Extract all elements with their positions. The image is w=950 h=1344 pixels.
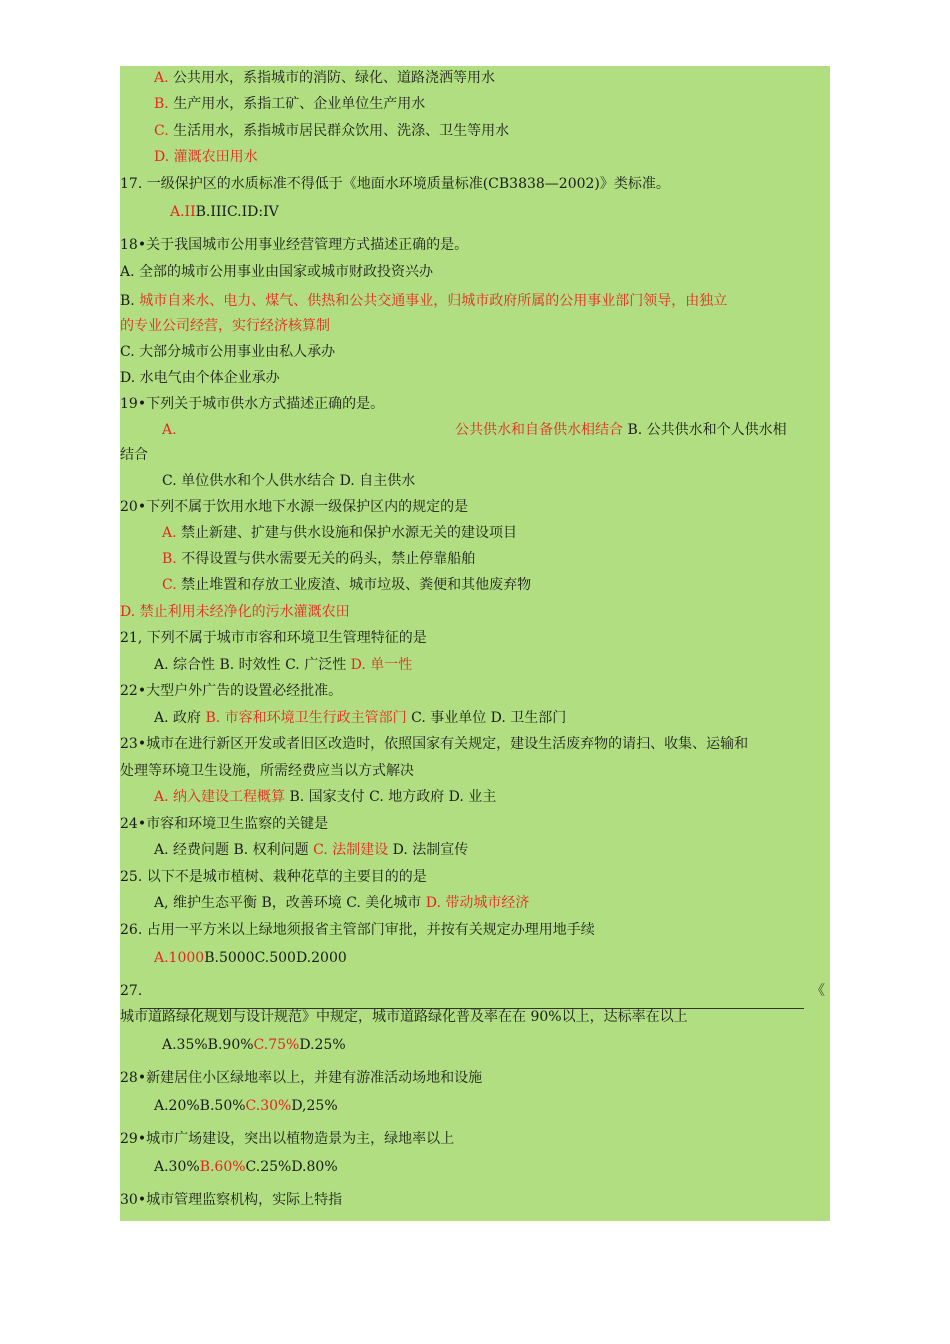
text-line	[120, 368, 280, 388]
text-line	[120, 1068, 482, 1088]
question-text: 30•城市管理监察机构，实际上特指	[120, 1192, 343, 1208]
question-text: 28•新建居住小区绿地率以上，并建有游准活动场地和设施	[120, 1070, 483, 1086]
question-text: B. 国家支付 C. 地方政府 D. 业主	[285, 789, 497, 805]
text-line	[154, 655, 412, 675]
question-text: B. 公共供水和个人供水相	[623, 422, 787, 438]
question-text: 26. 占用一平方米以上绿地须报省主管部门审批，并按有关规定办理用地手续	[120, 922, 595, 938]
text-line	[154, 948, 347, 968]
text-line	[162, 471, 415, 491]
answer-text: A.II	[170, 204, 196, 220]
text-line	[170, 202, 279, 222]
answer-text: B.60%	[199, 1159, 246, 1175]
question-text: 禁止堆置和存放工业废渣、城市垃圾、粪便和其他废弃物	[176, 577, 532, 593]
text-line	[154, 893, 529, 913]
text-line	[154, 147, 258, 167]
answer-text: A.	[154, 70, 169, 86]
text-line	[120, 445, 148, 465]
question-text: 《	[811, 983, 825, 999]
text-line	[120, 761, 414, 781]
question-text: 城市道路绿化规划与设计规范》中规定，城市道路绿化普及率在在 90%以上，达标率在以上	[120, 1009, 688, 1025]
text-line	[120, 394, 384, 414]
question-text: 公共用水，系指城市的消防、绿化、道路浇洒等用水	[168, 70, 496, 86]
answer-text: A.	[162, 422, 177, 438]
text-line	[162, 523, 517, 543]
question-text: 25. 以下不是城市植树、栽种花草的主要目的的是	[120, 869, 427, 885]
text-line	[120, 602, 350, 622]
text-line	[154, 1157, 338, 1177]
question-text: 处理等环境卫生设施，所需经费应当以方式解决	[120, 763, 414, 779]
question-text: A. 综合性 B. 时效性 C. 广泛性	[154, 657, 351, 673]
question-text: 19•下列关于城市供水方式描述正确的是。	[120, 396, 385, 412]
question-text: A.35%B.90%	[162, 1037, 254, 1053]
question-text: 17. 一级保护区的水质标准不得低于《地面水环境质量标准(CB3838—2002)》类标准。	[120, 176, 670, 192]
answer-text: A.	[162, 525, 177, 541]
question-text: C. 单位供水和个人供水结合 D. 自主供水	[162, 473, 416, 489]
question-text: 结合	[120, 447, 148, 463]
answer-text: D.	[154, 149, 170, 165]
question-text: A, 维护生态平衡 B，改善环境 C. 美化城市	[154, 895, 426, 911]
text-line	[154, 1096, 338, 1116]
text-line	[162, 1035, 346, 1055]
answer-text: C.30%	[245, 1098, 292, 1114]
text-line	[162, 420, 177, 440]
question-text: 24•市容和环境卫生监察的关键是	[120, 816, 329, 832]
question-text: C. 大部分城市公用事业由私人承办	[120, 344, 336, 360]
text-line	[455, 420, 787, 440]
answer-text: B.	[162, 551, 177, 567]
text-line	[154, 68, 495, 88]
text-line	[120, 814, 328, 834]
text-line	[120, 1007, 688, 1027]
text-line	[154, 121, 509, 141]
question-text: A.20%B.50%	[154, 1098, 246, 1114]
question-text: A.30%	[154, 1159, 200, 1175]
text-line	[120, 734, 748, 754]
answer-text: A. 纳入建设工程概算	[154, 789, 286, 805]
text-line	[811, 981, 825, 1001]
question-text: D,25%	[291, 1098, 338, 1114]
question-text: 21, 下列不属于城市市容和环境卫生管理特征的是	[120, 630, 427, 646]
text-line	[120, 681, 342, 701]
question-text: 生活用水，系指城市居民群众饮用、洗涤、卫生等用水	[168, 123, 510, 139]
answer-text: A.1000	[154, 950, 205, 966]
answer-text: 公共供水和自备供水相结合	[455, 422, 623, 438]
text-line	[120, 291, 727, 311]
question-text: A. 政府	[154, 710, 206, 726]
question-text: A. 全部的城市公用事业由国家或城市财政投资兴办	[120, 264, 434, 280]
question-text: B.	[120, 293, 140, 309]
question-text: 22•大型户外广告的设置必经批准。	[120, 683, 343, 699]
text-line	[120, 174, 670, 194]
text-line	[162, 575, 531, 595]
text-line	[120, 342, 335, 362]
text-line	[120, 867, 427, 887]
answer-text: 灌溉农田用水	[169, 149, 258, 165]
text-line	[120, 497, 468, 517]
answer-text: D. 单一性	[350, 657, 413, 673]
text-line	[120, 1190, 342, 1210]
text-line	[120, 920, 595, 940]
answer-text: C. 法制建设	[313, 842, 389, 858]
question-text: 20•下列不属于饮用水地下水源一级保护区内的规定的是	[120, 499, 469, 515]
question-text: D. 法制宣传	[388, 842, 469, 858]
answer-text: B.	[154, 96, 169, 112]
text-line	[154, 787, 496, 807]
question-text: 29•城市广场建设，突出以植物造景为主，绿地率以上	[120, 1131, 455, 1147]
question-text: B.IIIC.ID:IV	[195, 204, 279, 220]
question-text: 18•关于我国城市公用事业经营管理方式描述正确的是。	[120, 237, 469, 253]
question-text: 23•城市在进行新区开发或者旧区改造时，依照国家有关规定，建设生活废弃物的请扫、收集、运输和	[120, 736, 749, 752]
text-line	[162, 549, 475, 569]
text-line	[120, 262, 433, 282]
text-line	[120, 1129, 454, 1149]
question-text: D. 水电气由个体企业承办	[120, 370, 280, 386]
answer-text: D. 禁止利用未经净化的污水灌溉农田	[120, 604, 350, 620]
text-line	[120, 628, 427, 648]
answer-text: C.75%	[253, 1037, 300, 1053]
question-text: C. 事业单位 D. 卫生部门	[406, 710, 567, 726]
question-text: C.25%D.80%	[245, 1159, 338, 1175]
answer-text: B. 市容和环境卫生行政主管部门	[205, 710, 407, 726]
question-text: 生产用水，系指工矿、企业单位生产用水	[168, 96, 426, 112]
question-text: D.25%	[299, 1037, 346, 1053]
text-line	[120, 316, 330, 336]
text-line	[120, 981, 142, 1001]
question-text: 禁止新建、扩建与供水设施和保护水源无关的建设项目	[176, 525, 518, 541]
answer-text: D. 带动城市经济	[425, 895, 530, 911]
text-line	[154, 840, 468, 860]
text-line	[154, 94, 425, 114]
answer-text: 城市自来水、电力、煤气、供热和公共交通事业，归城市政府所属的公用事业部门领导，由独立	[139, 293, 728, 309]
question-text: 不得设置与供水需要无关的码头，禁止停靠船舶	[176, 551, 476, 567]
question-text: B.5000C.500D.2000	[204, 950, 347, 966]
answer-text: C.	[154, 123, 169, 139]
question-text: A. 经费问题 B. 权利问题	[154, 842, 314, 858]
text-line	[154, 708, 566, 728]
question-text: 27.	[120, 983, 143, 999]
text-line	[120, 235, 468, 255]
answer-text: 的专业公司经营，实行经济核算制	[120, 318, 330, 334]
answer-text: C.	[162, 577, 177, 593]
